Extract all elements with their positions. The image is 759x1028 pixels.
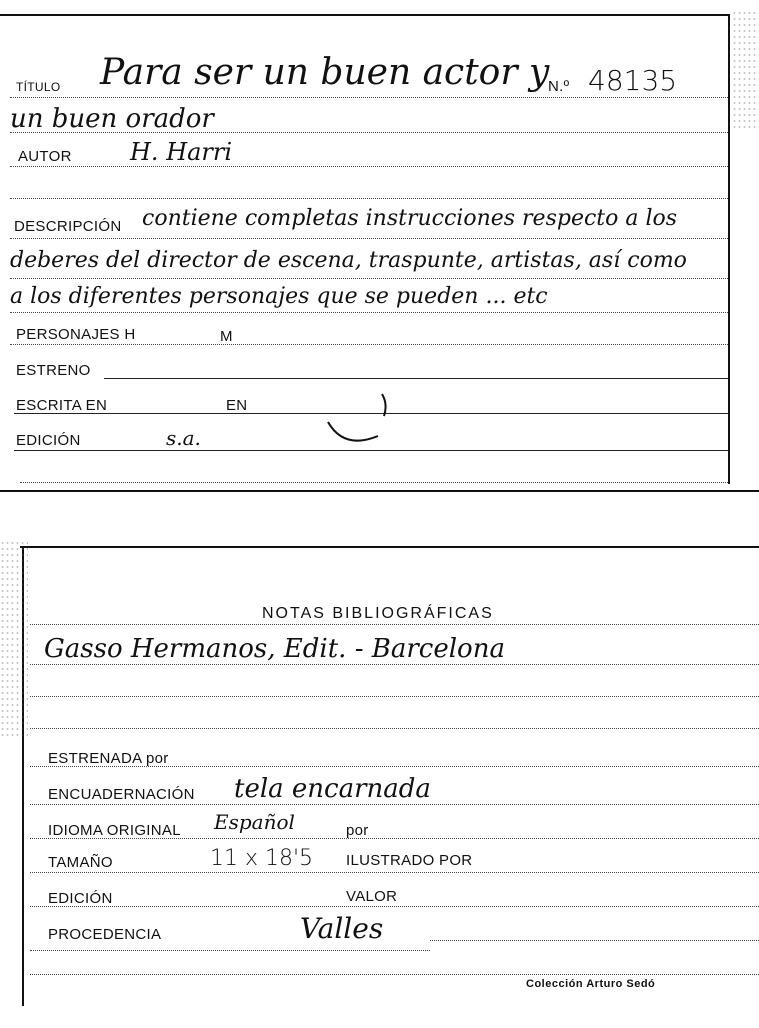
idioma-value: Español bbox=[214, 810, 295, 834]
ilustrado-label: ILUSTRADO POR bbox=[346, 852, 473, 869]
scan-noise bbox=[0, 540, 28, 740]
card-top-edge bbox=[0, 14, 730, 16]
edicion-back-line bbox=[30, 906, 759, 907]
procedencia-line-left bbox=[30, 950, 430, 951]
por-label: por bbox=[346, 822, 369, 839]
edicion-label: EDICIÓN bbox=[16, 432, 81, 449]
descripcion-label: DESCRIPCIÓN bbox=[14, 218, 122, 235]
estreno-label: ESTRENO bbox=[16, 362, 91, 379]
estrenada-label: ESTRENADA por bbox=[48, 750, 169, 767]
estrenada-line bbox=[30, 766, 759, 767]
catalog-card-back bbox=[0, 540, 759, 1028]
personajes-m-label: M bbox=[220, 328, 233, 345]
personajes-line bbox=[10, 344, 728, 345]
tamano-value: 11 x 18'5 bbox=[210, 846, 314, 871]
autor-line bbox=[10, 166, 728, 167]
tamano-line bbox=[30, 872, 759, 873]
titulo-value: Para ser un buen actor y bbox=[100, 52, 550, 93]
descripcion-line-3 bbox=[10, 312, 728, 313]
autor-label: AUTOR bbox=[18, 148, 72, 165]
notas-heading: NOTAS BIBLIOGRÁFICAS bbox=[262, 605, 494, 622]
numero-value: 48135 bbox=[588, 64, 678, 97]
escrita-en-label: ESCRITA EN bbox=[16, 397, 108, 414]
back-bottom-dots bbox=[30, 974, 759, 975]
procedencia-line bbox=[430, 940, 759, 941]
notas-value: Gasso Hermanos, Edit. - Barcelona bbox=[44, 634, 505, 664]
procedencia-label: PROCEDENCIA bbox=[48, 926, 162, 943]
titulo-line-2 bbox=[10, 132, 728, 133]
descripcion-line-2 bbox=[10, 278, 728, 279]
descripcion-line-1 bbox=[10, 238, 728, 239]
titulo-value-line2: un buen orador bbox=[10, 104, 214, 134]
descripcion-line2: deberes del director de escena, traspunte, artistas, así como bbox=[10, 248, 687, 273]
autor-value: H. Harri bbox=[130, 138, 233, 166]
descripcion-line3: a los diferentes personajes que se pueden ... etc bbox=[10, 284, 548, 309]
notas-line-3 bbox=[30, 728, 759, 729]
titulo-line bbox=[10, 97, 728, 98]
notas-line-2 bbox=[30, 696, 759, 697]
tamano-label: TAMAÑO bbox=[48, 854, 113, 871]
idioma-line bbox=[30, 838, 759, 839]
catalog-card-front bbox=[0, 0, 759, 500]
idioma-label: IDIOMA ORIGINAL bbox=[48, 822, 181, 839]
notas-line-1 bbox=[30, 664, 759, 665]
blank-line bbox=[10, 198, 728, 199]
personajes-h-label: PERSONAJES H bbox=[16, 326, 136, 343]
card-bottom-edge bbox=[0, 490, 759, 492]
collection-credit: Colección Arturo Sedó bbox=[526, 978, 656, 990]
back-edicion-label: EDICIÓN bbox=[48, 890, 113, 907]
numero-label: N.º bbox=[548, 78, 570, 95]
encuadernacion-line bbox=[30, 804, 759, 805]
encuadernacion-value: tela encarnada bbox=[234, 774, 431, 804]
encuadernacion-label: ENCUADERNACIÓN bbox=[48, 786, 195, 803]
titulo-label: TÍTULO bbox=[16, 80, 61, 94]
valor-label: VALOR bbox=[346, 888, 398, 905]
punch-hole bbox=[322, 380, 388, 450]
edicion-value: s.a. bbox=[166, 426, 201, 450]
en-label: EN bbox=[226, 397, 248, 414]
front-bottom-dots bbox=[20, 482, 728, 483]
edicion-line bbox=[14, 450, 728, 451]
procedencia-value: Valles bbox=[300, 912, 384, 945]
card-right-edge bbox=[728, 14, 730, 484]
notas-line-0 bbox=[30, 624, 759, 625]
scan-noise bbox=[732, 10, 759, 130]
estreno-line bbox=[104, 378, 728, 379]
descripcion-line1: contiene completas instrucciones respecto a los bbox=[142, 206, 678, 231]
card-top-edge bbox=[20, 546, 759, 548]
